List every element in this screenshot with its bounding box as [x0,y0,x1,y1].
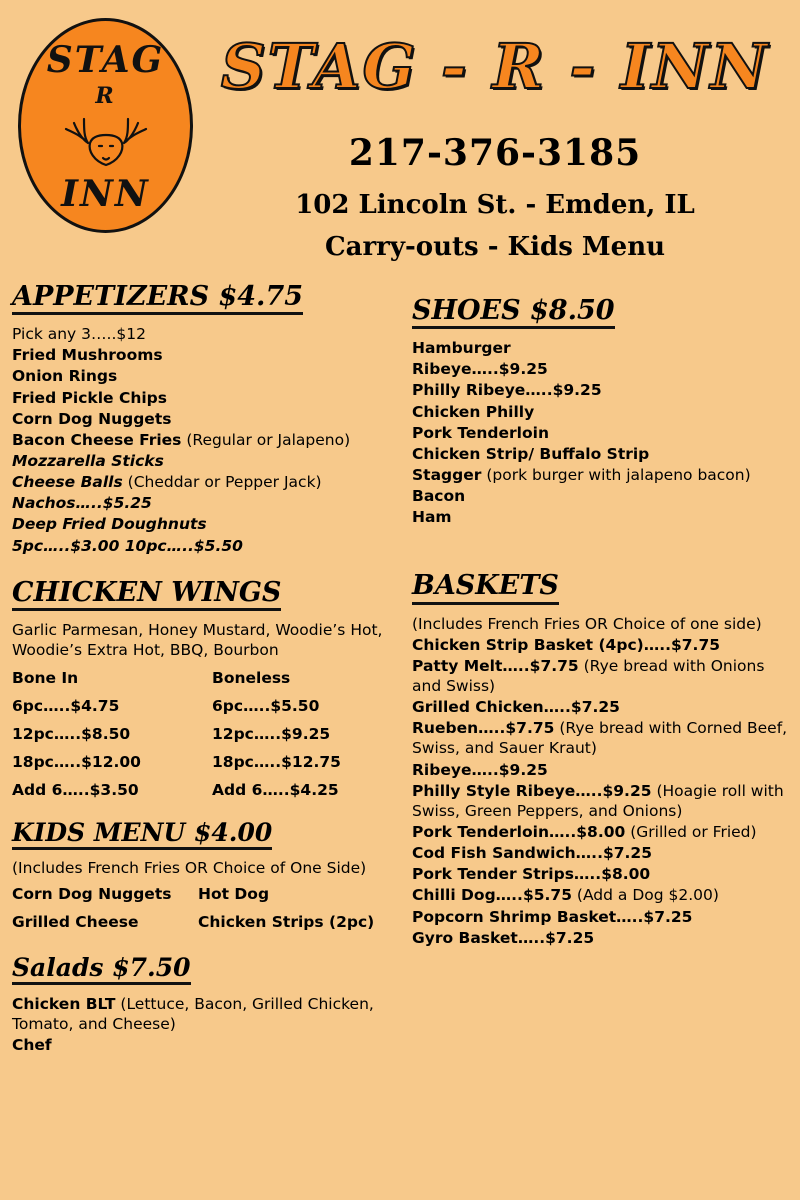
item-note: (Rye bread with Corned Beef, Swiss, and Sauer Kraut) [412,719,788,758]
item-name: 5pc…..$3.00 10pc…..$5.50 [12,536,243,555]
menu-column-right [412,296,792,964]
menu-item [412,843,792,863]
section-salads [12,953,404,1055]
logo-line-r: R [95,83,116,109]
menu-item [412,486,792,506]
wings-boneless-price: 6pc…..$5.50 [212,697,320,716]
menu-item [412,423,792,443]
menu-item [412,864,792,884]
item-name: Chicken Strip Basket (4pc)…..$7.75 [412,635,721,654]
menu-item [412,928,792,948]
address: 102 Lincoln St. - Emden, IL [295,190,695,220]
wings-flavors: Garlic Parmesan, Honey Mustard, Woodie’s Hot, Woodie’s Extra Hot, BBQ, Bourbon [12,620,383,659]
item-note: (Regular or Jalapeno) [186,430,351,449]
item-name: Popcorn Shrimp Basket…..$7.25 [412,907,693,926]
menu-item [412,359,792,379]
item-name: Pork Tender Strips…..$8.00 [412,865,651,884]
menu-item [412,635,792,655]
item-name: Ribeye…..$9.25 [412,760,548,779]
wings-bone-in-price: 6pc…..$4.75 [12,697,120,716]
item-name: Corn Dog Nuggets [12,409,172,428]
wings-col-header-bone-in: Bone In [12,669,79,688]
menu-item [12,388,404,408]
menu-body [0,282,800,1200]
item-name: Chicken BLT [12,995,116,1014]
item-name: Philly Ribeye…..$9.25 [412,381,602,400]
phone-number: 217-376-3185 [348,132,642,174]
menu-item [412,402,792,422]
menu-item [12,472,404,492]
item-name: Chicken Philly [412,402,535,421]
item-name: Chef [12,1036,52,1055]
item-note: (Add a Dog $2.00) [576,886,719,905]
menu-item [412,697,792,717]
kids-menu-grid [12,885,404,931]
menu-item [12,324,404,344]
item-name: Grilled Chicken…..$7.25 [412,698,620,717]
item-name: Stagger [412,466,482,484]
kids-item: Chicken Strips (2pc) [198,913,375,932]
item-name: Chilli Dog…..$5.75 [412,886,572,905]
item-name: Cod Fish Sandwich…..$7.25 [412,844,652,863]
logo-line-inn: INN [61,173,150,215]
stag-r-inn-logo [18,18,193,233]
item-name: Mozzarella Sticks [12,452,164,470]
menu-item [412,760,792,780]
menu-item [12,430,404,450]
item-name: Pork Tenderloin [412,423,549,442]
menu-item [12,366,404,386]
chicken-wings-heading: CHICKEN WINGS [12,578,281,611]
item-name: Fried Mushrooms [12,346,163,365]
shoes-heading: SHOES $8.50 [412,296,615,329]
menu-item [412,465,792,485]
kids-menu-heading: KIDS MENU $4.00 [12,819,272,850]
restaurant-title: STAG - R - INN [220,30,770,103]
wings-price-grid [12,669,404,799]
item-name: Bacon Cheese Fries [12,430,182,449]
menu-item [412,885,792,905]
item-note: (pork burger with jalapeno bacon) [486,466,751,484]
section-chicken-wings [12,578,404,799]
item-name: Fried Pickle Chips [12,388,167,407]
kids-menu-note: (Includes French Fries OR Choice of One Side) [12,859,367,878]
deer-head-icon [58,113,154,175]
wings-bone-in-price: Add 6…..$3.50 [12,781,139,800]
item-name: Onion Rings [12,367,118,386]
menu-item [412,822,792,842]
menu-item [412,718,792,758]
menu-item [412,781,792,821]
kids-item: Corn Dog Nuggets [12,885,172,904]
item-name: Pick any 3…..$12 [12,325,146,344]
menu-item [12,514,404,534]
appetizers-heading: APPETIZERS $4.75 [12,282,303,315]
item-note: (Hoagie roll with Swiss, Green Peppers, and Onions) [412,781,784,820]
wings-boneless-price: 12pc…..$9.25 [212,725,331,744]
item-name: Deep Fried Doughnuts [12,515,207,534]
menu-item [412,380,792,400]
item-name: Ribeye…..$9.25 [412,360,548,379]
item-name: Ham [412,508,452,527]
item-name: Bacon [412,487,466,506]
wings-boneless-price: 18pc…..$12.75 [212,753,341,772]
menu-item [12,493,404,513]
baskets-heading: BASKETS [412,571,559,604]
section-baskets [412,571,792,947]
item-note: (Cheddar or Pepper Jack) [127,473,322,492]
item-name: Rueben…..$7.75 [412,719,555,738]
wings-boneless-price: Add 6…..$4.25 [212,781,339,800]
item-name: Chicken Strip/ Buffalo Strip [412,444,650,463]
menu-item [412,444,792,464]
menu-column-left [12,282,404,1072]
menu-item [12,536,404,556]
logo-line-stag: STAG [46,39,165,81]
item-name: Patty Melt…..$7.75 [412,656,579,675]
menu-item [12,1035,404,1055]
menu-item [12,345,404,365]
section-shoes [412,296,792,527]
menu-item [412,656,792,696]
item-name: Cheese Balls [12,473,123,492]
kids-item: Hot Dog [198,885,270,904]
menu-header [0,0,800,272]
section-kids-menu [12,819,404,931]
carryouts-kids-line: Carry-outs - Kids Menu [324,232,666,262]
item-name: Hamburger [412,339,511,358]
item-note: (Lettuce, Bacon, Grilled Chicken, Tomato, and Cheese) [12,995,374,1034]
menu-item [412,507,792,527]
wings-bone-in-price: 12pc…..$8.50 [12,725,131,744]
menu-item [12,409,404,429]
salads-heading: Salads $7.50 [12,953,191,985]
menu-item [412,338,792,358]
baskets-note: (Includes French Fries OR Choice of one side) [412,614,762,633]
menu-item [12,451,404,471]
kids-item: Grilled Cheese [12,913,139,932]
item-note: (Rye bread with Onions and Swiss) [412,656,765,695]
menu-item [12,994,404,1034]
item-name: Pork Tenderloin…..$8.00 [412,822,626,841]
item-name: Gyro Basket…..$7.25 [412,928,595,947]
item-name: Philly Style Ribeye…..$9.25 [412,781,652,800]
item-note: (Grilled or Fried) [630,822,757,841]
wings-col-header-boneless: Boneless [212,669,291,688]
item-name: Nachos…..$5.25 [12,494,152,513]
menu-item [412,907,792,927]
section-appetizers [12,282,404,556]
wings-bone-in-price: 18pc…..$12.00 [12,753,141,772]
